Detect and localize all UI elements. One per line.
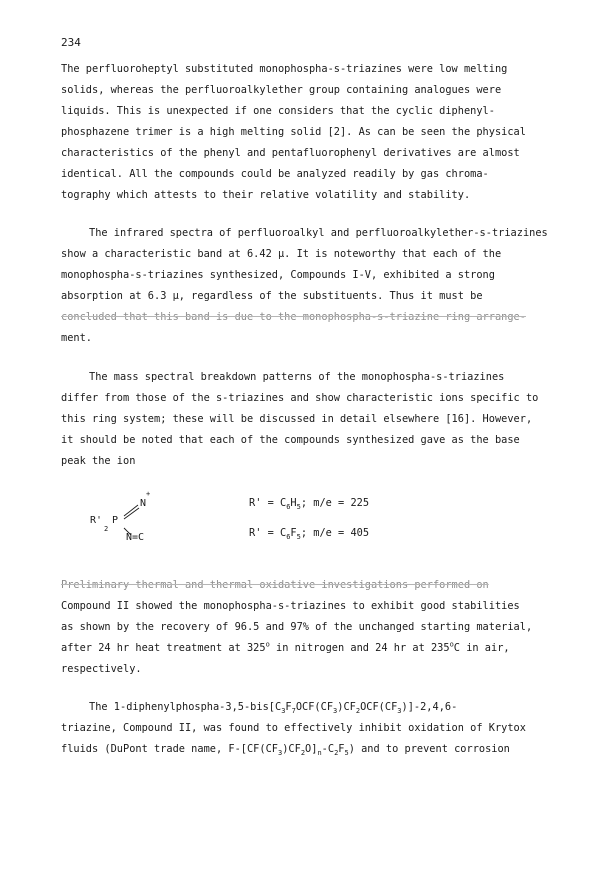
text-line: after 24 hr heat treatment at 325$^o$ in nitrogen and 24 hr at 235$^o$C in air, [61,640,510,654]
text-line: tography which attests to their relative volatility and stability. [61,189,471,201]
text-line: it should be noted that each of the compounds synthesized gave as the base [61,434,520,446]
text-line: characteristics of the phenyl and pentafluorophenyl derivatives are almost [61,147,520,159]
ion-mass-pentafluorophenyl: $R' = C_6F_5$; m/e = 405 [249,527,370,542]
text-line: The infrared spectra of perfluoroalkyl and perfluoroalkylether-s-triazines [89,227,548,239]
text-line: Preliminary thermal and thermal oxidative investigations performed on [61,579,489,591]
ion-subscript-2: 2 [104,525,109,533]
paragraph-thermal-stability [61,575,541,680]
paragraph-mass-spectra [61,367,541,472]
paragraph-oxidation-inhibition [61,697,541,760]
text-line: triazine, Compound II, was found to effectively inhibit oxidation of Krytox [61,722,526,734]
text-line: liquids. This is unexpected if one considers that the cyclic diphenyl- [61,105,495,117]
text-line: concluded that this band is due to the monophospha-s-triazine ring arrange- [61,311,526,323]
text-line: The perfluoroheptyl substituted monophospha-s-triazines were low melting [61,63,508,75]
text-line: The mass spectral breakdown patterns of the monophospha-s-triazines [89,371,505,383]
ion-phosphorus: P [112,515,119,526]
page-number: 234 [61,36,81,49]
text-line: fluids (DuPont trade name, $F-[CF(CF_3)CF_2O]_n-C_2F_5$) and to prevent corrosion [61,743,510,758]
text-line: ment. [61,332,92,344]
text-line: identical. All the compounds could be analyzed readily by gas chroma- [61,168,489,180]
ion-nitrile: N=C [126,532,145,543]
text-line: absorption at 6.3 μ, regardless of the substituents. Thus it must be [61,290,483,302]
text-line: phosphazene trimer is a high melting solid [2]. As can be seen the physical [61,126,526,138]
text-line: this ring system; these will be discussed in detail elsewhere [16]. However, [61,413,533,425]
paragraph-physical-properties [61,59,541,206]
ion-structure-diagram [90,489,200,554]
ion-r-prime: R' [90,515,103,526]
paragraph-infrared-spectra [61,223,548,349]
text-line: monophospha-s-triazines synthesized, Compounds I-V, exhibited a strong [61,269,495,281]
text-line: show a characteristic band at 6.42 μ. It is noteworthy that each of the [61,248,502,260]
ion-n-plus: N+ [140,489,151,509]
text-line: differ from those of the s-triazines and show characteristic ions specific to [61,392,539,404]
ion-mass-phenyl: $R' = C_6H_5$; m/e = 225 [249,497,370,512]
text-line: respectively. [61,663,142,675]
text-line: peak the ion [61,455,136,467]
text-line: Compound II showed the monophospha-s-triazines to exhibit good stabilities [61,600,520,612]
text-line: The $1-diphenylphospha-3,5-bis[C_3F_7OCF(CF_3)CF_2OCF(CF_3)]-2,4,6-$ [89,701,458,716]
text-line: solids, whereas the perfluoroalkylether group containing analogues were [61,84,502,96]
text-line: as shown by the recovery of 96.5 and 97% of the unchanged starting material, [61,621,533,633]
